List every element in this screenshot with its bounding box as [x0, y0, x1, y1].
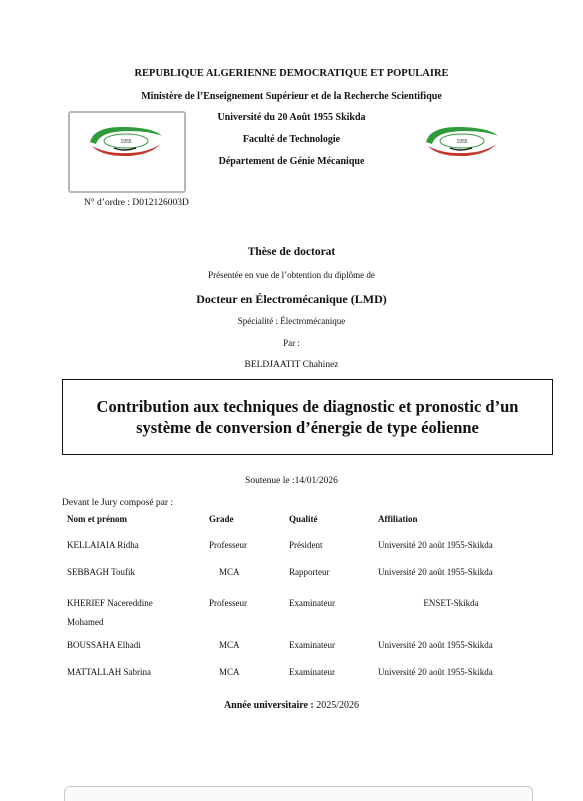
jury-name: SEBBAGH Toufik — [67, 567, 135, 577]
jury-grade: Professeur — [209, 598, 247, 608]
jury-quality: Examinateur — [289, 598, 335, 608]
jury-grade: MCA — [219, 567, 240, 577]
jury-quality: Examinateur — [289, 667, 335, 677]
jury-quality: Rapporteur — [289, 567, 330, 577]
faculty-heading: Faculté de Technologie — [242, 134, 341, 145]
university-seal-icon — [84, 122, 168, 158]
jury-affiliation: ENSET-Skikda — [423, 598, 479, 608]
jury-quality: Examinateur — [289, 640, 335, 650]
bottom-panel-edge[interactable] — [64, 786, 533, 801]
ministry-heading: Ministère de l’Enseignement Supérieur et de la Recherche Scientifique — [141, 91, 442, 102]
jury-name: KHERIEF Nacereddine Mohamed — [67, 598, 153, 627]
svg-text:1955: 1955 — [120, 139, 132, 145]
thesis-presented: Présentée en vue de l’obtention du diplôme de — [208, 270, 375, 280]
republic-heading: REPUBLIQUE ALGERIENNE DEMOCRATIQUE ET POPULAIRE — [134, 68, 449, 79]
table-row — [60, 667, 536, 691]
table-row — [60, 540, 536, 567]
jury-col-quality: Qualité — [289, 514, 318, 524]
jury-intro: Devant le Jury composé par : — [62, 498, 174, 508]
jury-col-name: Nom et prénom — [67, 514, 127, 524]
thesis-specialty: Spécialité : Électromécanique — [237, 316, 346, 326]
svg-text:1955: 1955 — [456, 139, 468, 145]
jury-grade: MCA — [219, 667, 240, 677]
academic-year-label: Année universitaire : — [223, 700, 314, 711]
academic-year — [0, 700, 583, 711]
jury-name: BOUSSAHA Elhadi — [67, 640, 141, 650]
jury-grade: Professeur — [209, 540, 247, 550]
jury-name: KELLAIAIA Ridha — [67, 540, 139, 550]
thesis-by: Par : — [283, 338, 300, 348]
jury-header-row — [60, 514, 536, 540]
jury-col-affiliation: Affiliation — [378, 514, 418, 524]
jury-affiliation: Université 20 août 1955-Skikda — [378, 640, 493, 650]
jury-table — [60, 514, 536, 691]
thesis-title: Contribution aux techniques de diagnostic et pronostic d’un système de conversion d’énergie de type éolienne — [96, 397, 519, 437]
jury-affiliation: Université 20 août 1955-Skikda — [378, 667, 493, 677]
thesis-type: Thèse de doctorat — [247, 246, 336, 258]
table-row — [60, 567, 536, 594]
academic-year-value: 2025/2026 — [316, 700, 360, 711]
department-heading: Département de Génie Mécanique — [218, 156, 365, 167]
jury-quality: Président — [289, 540, 323, 550]
university-seal-icon — [420, 122, 504, 158]
jury-col-grade: Grade — [209, 514, 234, 524]
table-row — [60, 594, 536, 640]
thesis-degree: Docteur en Électromécanique (LMD) — [196, 292, 387, 306]
jury-name: MATTALLAH Sabrina — [67, 667, 152, 677]
defense-date: Soutenue le :14/01/2026 — [245, 476, 338, 486]
table-row — [60, 640, 536, 667]
jury-affiliation: Université 20 août 1955-Skikda — [378, 540, 493, 550]
university-heading: Université du 20 Août 1955 Skikda — [217, 112, 366, 123]
jury-affiliation: Université 20 août 1955-Skikda — [378, 567, 493, 577]
order-number: N° d’ordre : D012126003D — [84, 198, 189, 208]
jury-grade: MCA — [219, 640, 240, 650]
thesis-author: BELDJAATIT Chahinez — [244, 360, 339, 370]
thesis-title-box — [62, 379, 553, 455]
